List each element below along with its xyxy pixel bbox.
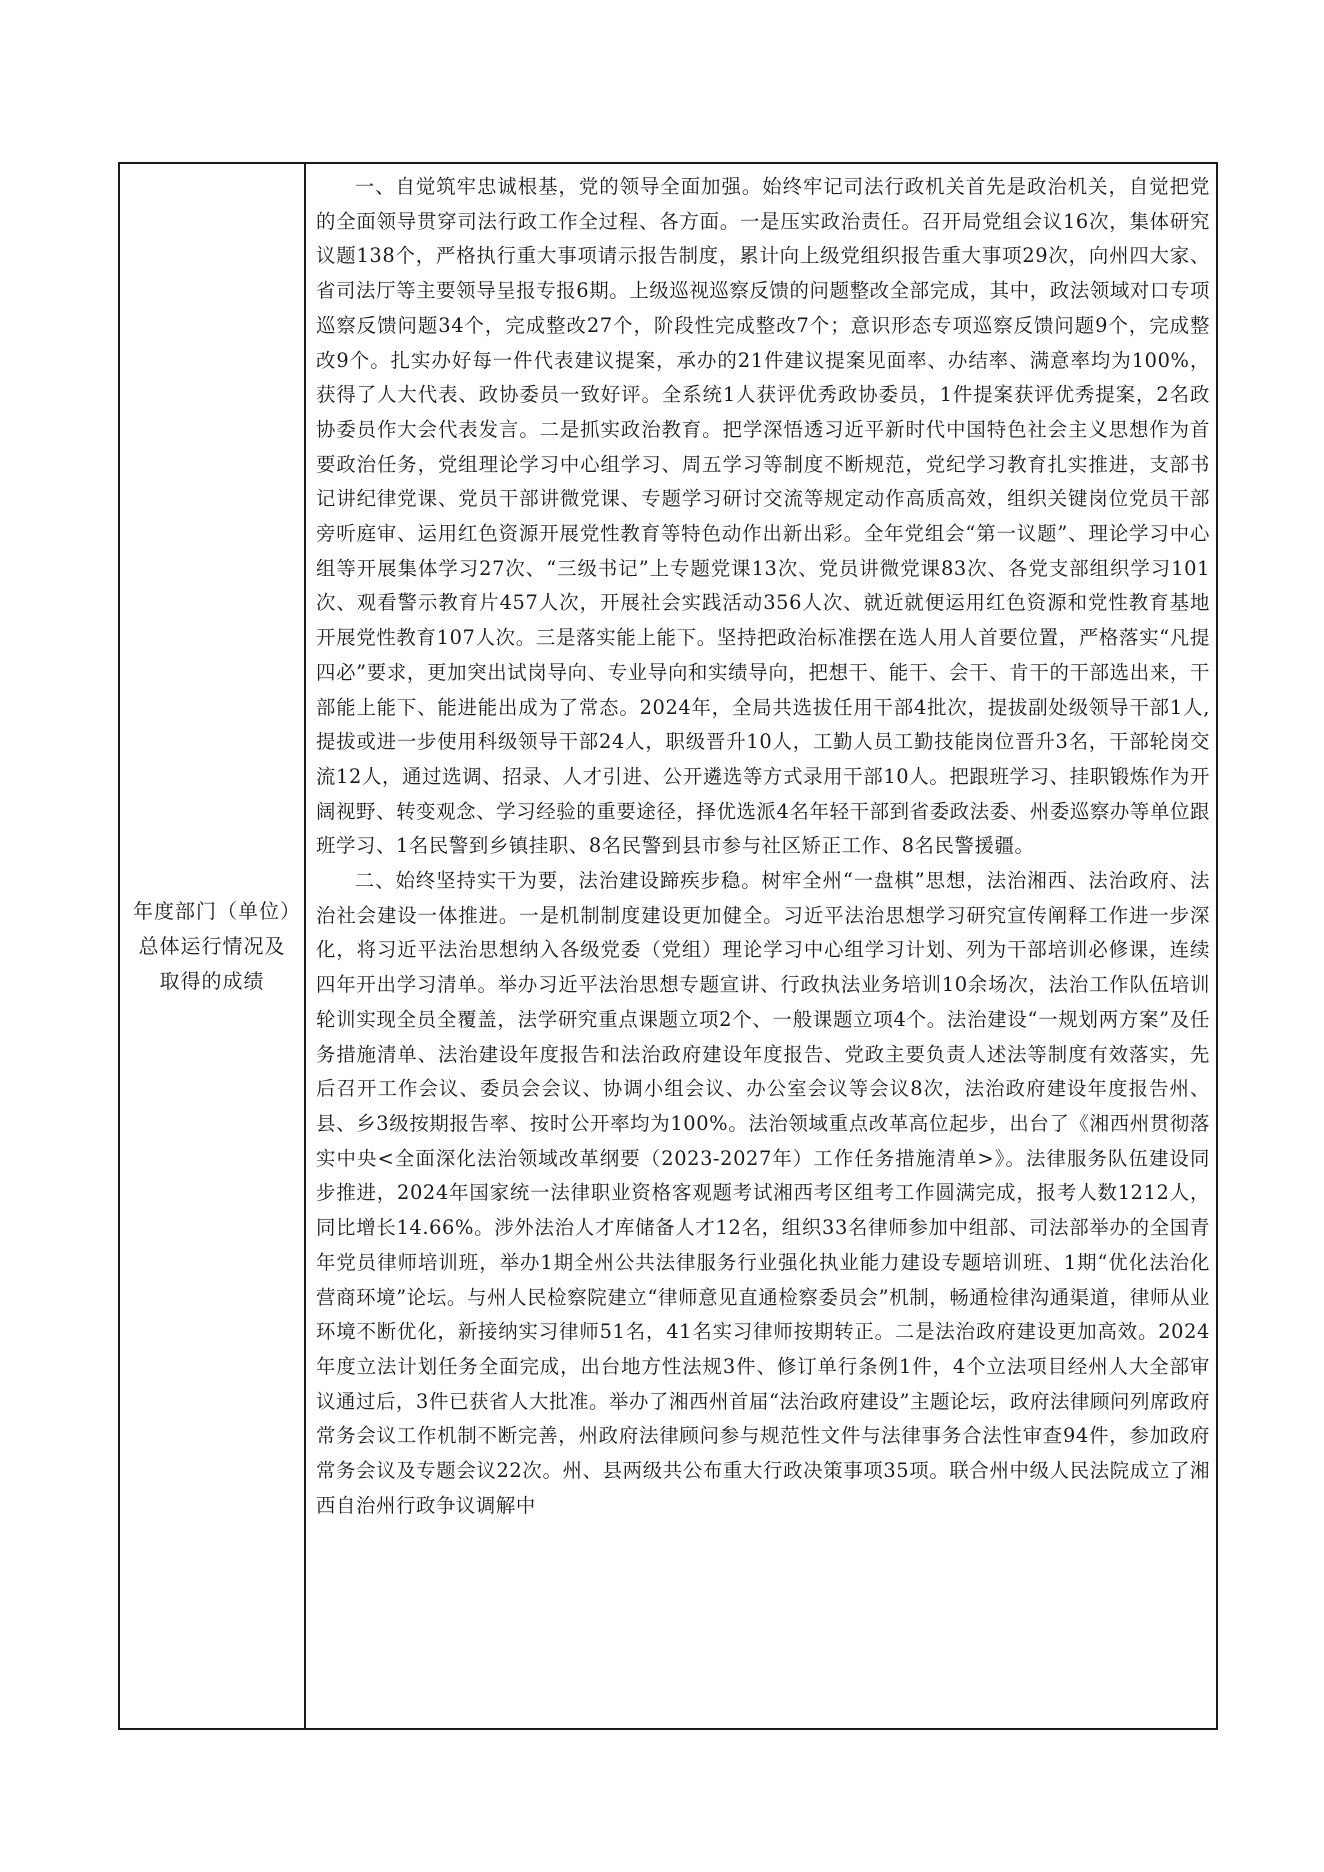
content-cell xyxy=(306,164,1216,1728)
paragraph-party-leadership: 一、自觉筑牢忠诚根基，党的领导全面加强。始终牢记司法行政机关首先是政治机关，自觉把党的全面领导贯穿司法行政工作全过程、各方面。一是压实政治责任。召开局党组会议16次，集体研究议题138个，严格执行重大事项请示报告制度，累计向上级党组织报告重大事项29次，向州四大家、省司法厅等主要领导呈报专报6期。上级巡视巡察反馈的问题整改全部完成，其中，政法领域对口专项巡察反馈问题34个，完成整改27个，阶段性完成整改7个；意识形态专项巡察反馈问题9个，完成整改9个。扎实办好每一件代表建议提案，承办的21件建议提案见面率、办结率、满意率均为100%，获得了人大代表、政协委员一致好评。全系统1人获评优秀政协委员，1件提案获评优秀提案，2名政协委员作大会代表发言。二是抓实政治教育。把学深悟透习近平新时代中国特色社会主义思想作为首要政治任务，党组理论学习中心组学习、周五学习等制度不断规范，党纪学习教育扎实推进，支部书记讲纪律党课、党员干部讲微党课、专题学习研讨交流等规定动作高质高效，组织关键岗位党员干部旁听庭审、运用红色资源开展党性教育等特色动作出新出彩。全年党组会“第一议题”、理论学习中心组等开展集体学习27次、“三级书记”上专题党课13次、党员讲微党课83次、各党支部组织学习101次、观看警示教育片457人次，开展社会实践活动356人次、就近就便运用红色资源和党性教育基地开展党性教育107人次。三是落实能上能下。坚持把政治标准摆在选人用人首要位置，严格落实“凡提四必”要求，更加突出试岗导向、专业导向和实绩导向，把想干、能干、会干、肯干的干部选出来，干部能上能下、能进能出成为了常态。2024年，全局共选拔任用干部4批次，提拔副处级领导干部1人,提拔或进一步使用科级领导干部24人，职级晋升10人，工勤人员工勤技能岗位晋升3名，干部轮岗交流12人，通过选调、招录、人才引进、公开遴选等方式录用干部10人。把跟班学习、挂职锻炼作为开阔视野、转变观念、学习经验的重要途径，择优选派4名年轻干部到省委政法委、州委巡察办等单位跟班学习、1名民警到乡镇挂职、8名民警到县市参与社区矫正工作、8名民警援疆。 xyxy=(316,175,1211,858)
paragraph-rule-of-law: 二、始终坚持实干为要，法治建设蹄疾步稳。树牢全州“一盘棋”思想，法治湘西、法治政府、法治社会建设一体推进。一是机制制度建设更加健全。习近平法治思想学习研究宣传阐释工作进一步深化，将习近平法治思想纳入各级党委（党组）理论学习中心组学习计划、列为干部培训必修课，连续四年开出学习清单。举办习近平法治思想专题宣讲、行政执法业务培训10余场次，法治工作队伍培训轮训实现全员全覆盖，法学研究重点课题立项2个、一般课题立项4个。法治建设“一规划两方案”及任务措施清单、法治建设年度报告和法治政府建设年度报告、党政主要负责人述法等制度有效落实，先后召开工作会议、委员会会议、协调小组会议、办公室会议等会议8次，法治政府建设年度报告州、县、乡3级按期报告率、按时公开率均为100%。法治领域重点改革高位起步，出台了《湘西州贯彻落实中央<全面深化法治领域改革纲要（2023-2027年）工作任务措施清单>》。法律服务队伍建设同步推进，2024年国家统一法律职业资格客观题考试湘西考区组考工作圆满完成，报考人数1212人，同比增长14.66%。涉外法治人才库储备人才12名，组织33名律师参加中组部、司法部举办的全国青年党员律师培训班，举办1期全州公共法律服务行业强化执业能力建设专题培训班、1期“优化法治化营商环境”论坛。与州人民检察院建立“律师意见直通检察委员会”机制，畅通检律沟通渠道，律师从业环境不断优化，新接纳实习律师51名，41名实习律师按期转正。二是法治政府建设更加高效。2024年度立法计划任务全面完成，出台地方性法规3件、修订单行条例1件，4个立法项目经州人大全部审议通过后，3件已获省人大批准。举办了湘西州首届“法治政府建设”主题论坛，政府法律顾问列席政府常务会议工作机制不断完善，州政府法律顾问参与规范性文件与法律事务合法性审查94件，参加政府常务会议及专题会议22次。州、县两级共公布重大行政决策事项35项。联合州中级人民法院成立了湘西自治州行政争议调解中 xyxy=(316,869,1210,1517)
row-label: 年度部门（单位）总体运行情况及取得的成绩 xyxy=(133,898,291,993)
row-label-cell xyxy=(120,164,306,1728)
report-table xyxy=(118,162,1218,1730)
